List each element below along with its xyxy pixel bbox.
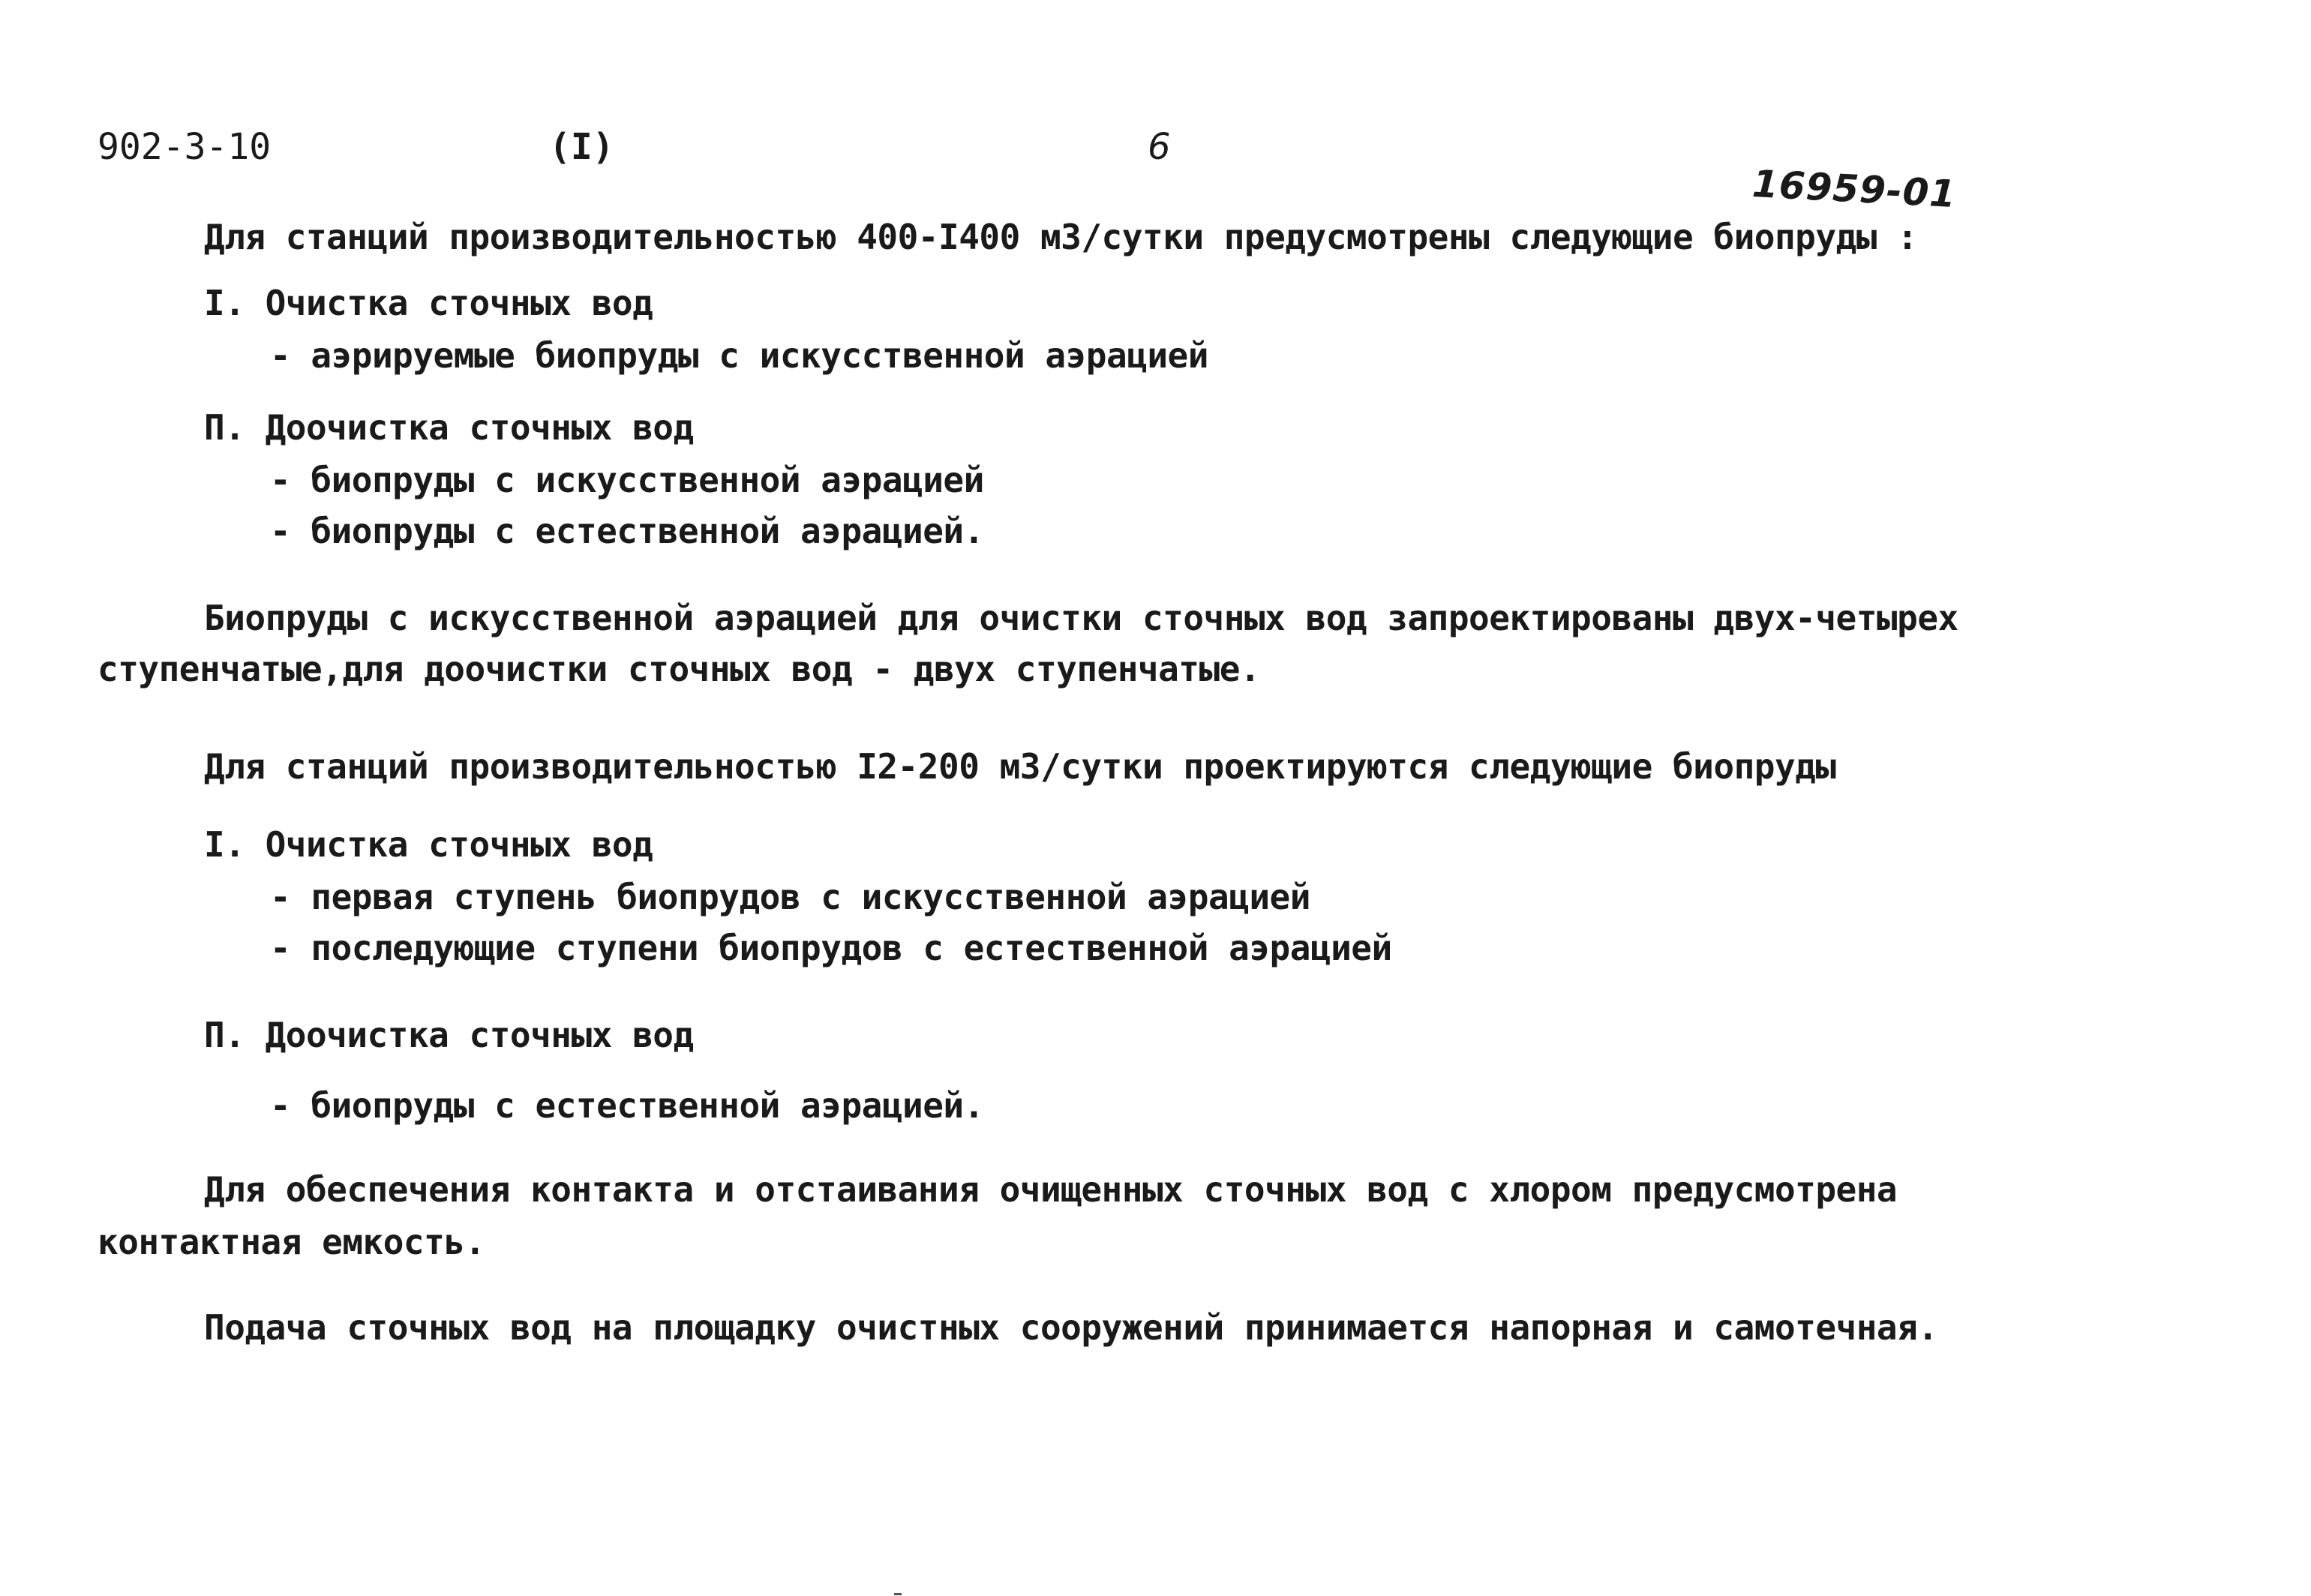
doc-code: 902-3-10 [98,126,272,168]
list-heading: I. Очистка сточных вод [204,824,653,865]
list-item: - первая ступень биопрудов с искусственной аэрацией [270,877,1310,917]
list-item: - биопруды с естественной аэрацией. [270,1085,984,1126]
paragraph-line: Для обеспечения контакта и отстаивания очищенных сточных вод с хлором предусмотрена [204,1169,1898,1210]
list-item: - биопруды с искусственной аэрацией [270,460,984,500]
paragraph-line: контактная емкость. [98,1222,485,1262]
list-heading: П. Доочистка сточных вод [204,407,694,448]
page-number: 6 [1148,126,1171,168]
list-item: - последующие ступени биопрудов с естественной аэрацией [270,928,1392,968]
list-item: - аэрируемые биопруды с искусственной аэрацией [270,335,1208,376]
paragraph-line: Подача сточных вод на площадку очистных сооружений принимается напорная и самотечная. [204,1307,1938,1348]
list-item: - биопруды с естественной аэрацией. [270,511,984,551]
part-number: (I) [549,126,614,168]
paragraph-line: Для станций производительностью I2-200 м3/сутки проектируются следующие биопруды [204,746,1836,787]
paragraph-line: ступенчатые,для доочистки сточных вод - двух ступенчатые. [98,649,1261,689]
list-heading: П. Доочистка сточных вод [204,1015,694,1055]
list-heading: I. Очистка сточных вод [204,283,653,323]
scan-speck [894,1593,902,1595]
paragraph-line: Для станций производительностью 400-I400 м3/сутки предусмотрены следующие биопруды : [204,217,1918,257]
inventory-number: 16959-01 [1751,161,1958,217]
paragraph-line: Биопруды с искусственной аэрацией для очистки сточных вод запроектированы двух-четырех [204,598,1958,638]
